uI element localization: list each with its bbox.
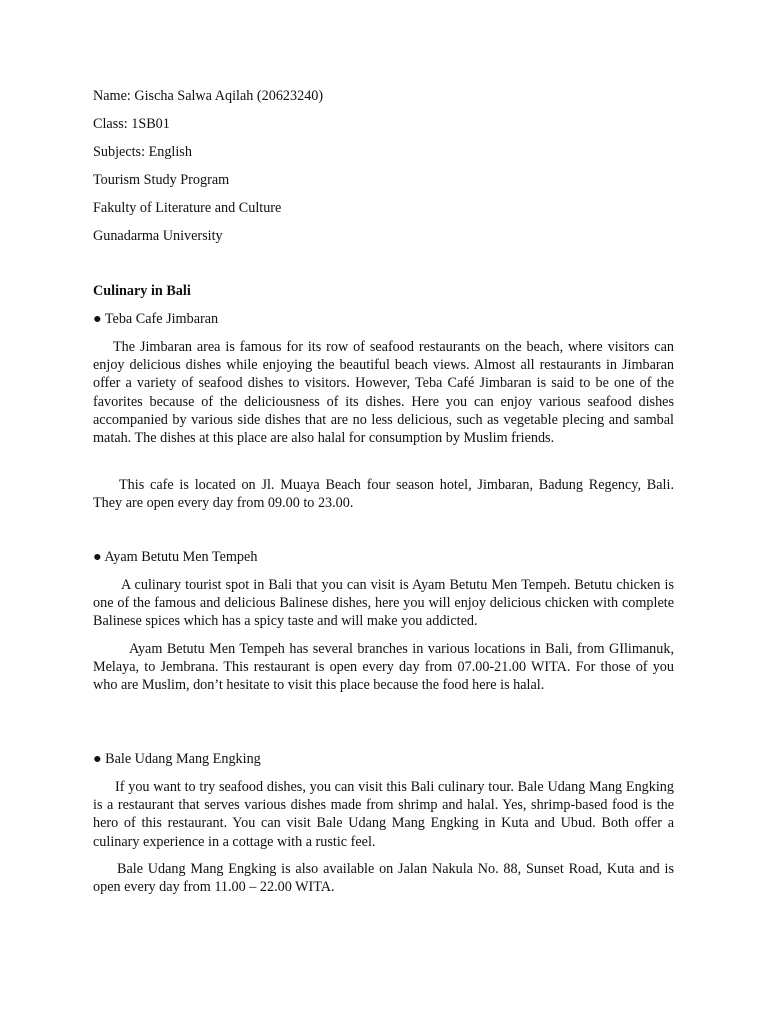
university: Gunadarma University xyxy=(93,228,223,244)
student-name: Name: Gischa Salwa Aqilah (20623240) xyxy=(93,88,324,104)
study-program: Tourism Study Program xyxy=(93,172,230,188)
subject: Subjects: English xyxy=(93,144,192,160)
faculty: Fakulty of Literature and Culture xyxy=(93,200,282,216)
section-paragraph: Ayam Betutu Men Tempeh has several branches in various locations in Bali, from GIlimanuk, Melaya, to Jembrana. This restaurant is open every day from 07.00-21.00 WITA. For those of you who are Muslim, don’t hesitate to visit this place because the food here is halal. xyxy=(93,641,674,694)
section-heading: ● Bale Udang Mang Engking xyxy=(93,751,261,767)
section-paragraph: This cafe is located on Jl. Muaya Beach four season hotel, Jimbaran, Badung Regency, Bali. They are open every day from 09.00 to 23.00. xyxy=(93,477,674,512)
section-heading: ● Teba Cafe Jimbaran xyxy=(93,311,219,327)
section-paragraph: A culinary tourist spot in Bali that you can visit is Ayam Betutu Men Tempeh. Betutu chicken is one of the famous and delicious Balinese dishes, here you will enjoy delicious chicken with complete Balinese spices which has a spicy taste and will make you addicted. xyxy=(93,577,674,630)
student-class: Class: 1SB01 xyxy=(93,116,170,132)
section-paragraph: The Jimbaran area is famous for its row of seafood restaurants on the beach, where visitors can enjoy delicious dishes while enjoying the beautiful beach views. Almost all restaurants in Jimbaran offer a variety of seafood dishes to visitors. However, Teba Café Jimbaran is said to be one of the favorites because of the deliciousness of its dishes. Here you can enjoy various seafood dishes accompanied by various side dishes that are no less delicious, such as vegetable plecing and sambal matah. The dishes at this place are also halal for consumption by Muslim friends. xyxy=(93,339,674,447)
section-paragraph: Bale Udang Mang Engking is also available on Jalan Nakula No. 88, Sunset Road, Kuta and is open every day from 11.00 – 22.00 WITA. xyxy=(93,861,674,896)
article-title: Culinary in Bali xyxy=(93,283,191,299)
section-paragraph: If you want to try seafood dishes, you can visit this Bali culinary tour. Bale Udang Mang Engking is a restaurant that serves various dishes made from shrimp and halal. Yes, shrimp-based food is the hero of this restaurant. You can visit Bale Udang Mang Engking in Kuta and Ubud. Both offer a culinary experience in a cottage with a rustic feel. xyxy=(93,779,674,850)
document-content xyxy=(93,86,674,896)
section-heading: ● Ayam Betutu Men Tempeh xyxy=(93,549,258,565)
